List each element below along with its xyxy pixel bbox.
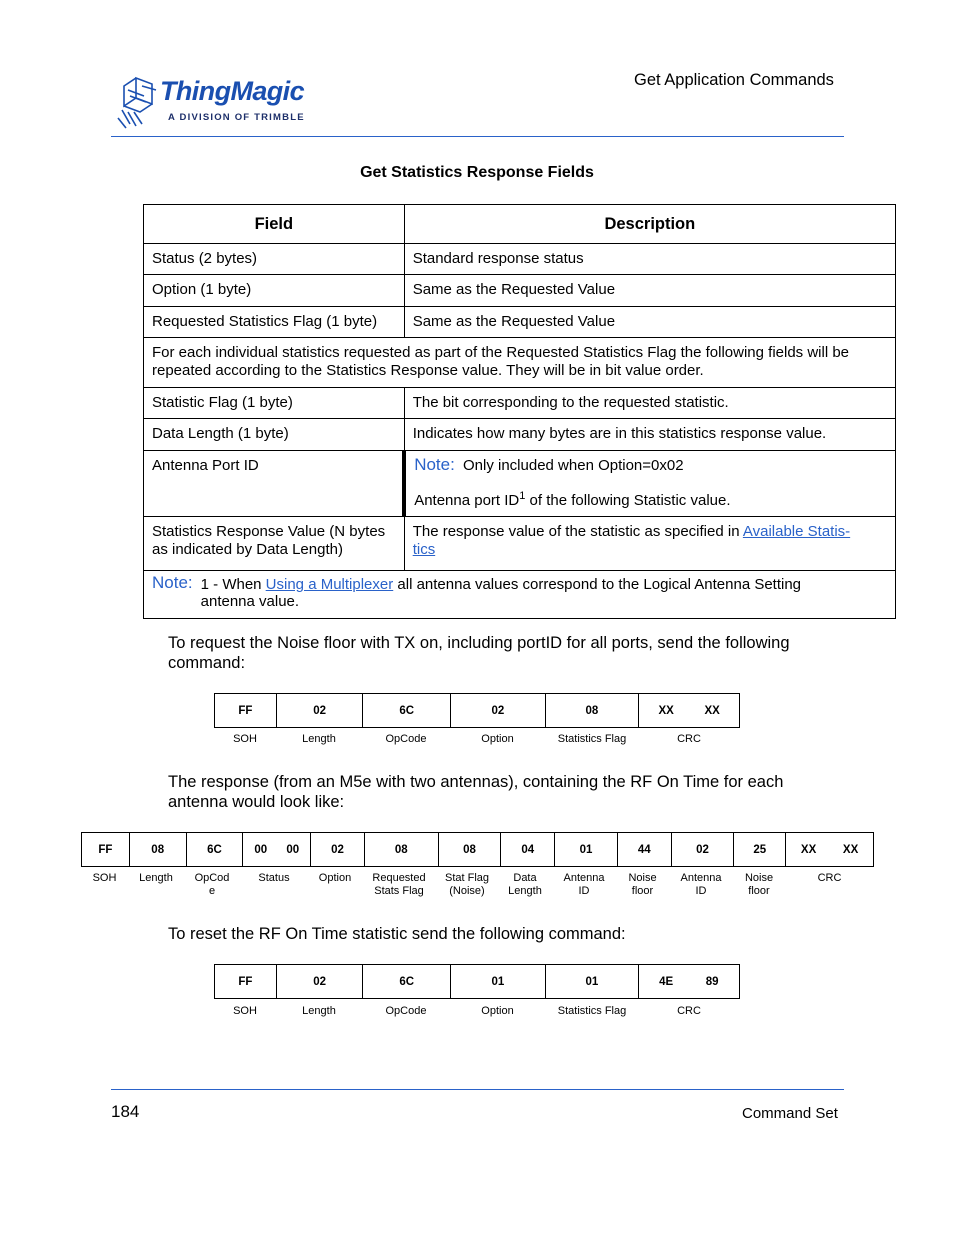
byte-cell: 25 (734, 833, 786, 867)
byte-label: CRC (677, 733, 701, 745)
antenna-description (414, 487, 887, 510)
label-line: ID (695, 885, 707, 897)
crc-byte: XX (704, 704, 720, 717)
footer-rule (111, 1089, 844, 1090)
column-header-description: Description (404, 205, 895, 244)
crc-cell (639, 694, 740, 728)
repeat-note-cell: For each individual statistics requested as part of the Requested Statistics Flag the following fields will be repeated according to the Statistics Response value. They will be in bit value order. (144, 338, 896, 388)
logo-tagline: A DIVISION OF TRIMBLE (168, 112, 305, 123)
table-title: Get Statistics Response Fields (360, 164, 594, 181)
table-row (144, 517, 896, 571)
paragraph-line: To request the Noise floor with TX on, including portID for all ports, send the following (168, 634, 790, 652)
byte-cell: 08 (364, 833, 438, 867)
label-line: floor (748, 885, 770, 897)
byte-label: SOH (92, 872, 117, 884)
field-cell: Data Length (1 byte) (144, 419, 405, 451)
field-cell: Antenna Port ID (144, 451, 405, 517)
status-byte: 00 (286, 843, 300, 856)
byte-label: Length (302, 1005, 336, 1017)
description-cell (404, 517, 895, 571)
table-row (144, 388, 896, 419)
label-line: Stats Flag (374, 885, 424, 897)
byte-cell: 08 (545, 694, 639, 728)
note-text: Only included when Option=0x02 (463, 457, 684, 474)
table-header-row (144, 205, 896, 244)
byte-label (436, 872, 498, 898)
field-cell: Status (2 bytes) (144, 244, 405, 275)
response-paragraph (168, 772, 783, 812)
thingmagic-logo (116, 72, 316, 132)
label-line: Length (508, 885, 542, 897)
byte-label (669, 872, 733, 898)
status-cell (243, 833, 311, 867)
description-cell: Same as the Requested Value (404, 275, 895, 307)
crc-byte: 4E (659, 975, 674, 988)
byte-label: Option (318, 872, 352, 884)
footnote-marker: 1 (519, 490, 526, 502)
byte-cell: 02 (276, 694, 363, 728)
byte-label: Option (481, 733, 514, 745)
byte-label: Length (139, 872, 173, 884)
byte-cell: 01 (545, 965, 639, 999)
byte-label: SOH (233, 733, 257, 745)
byte-cell: FF (82, 833, 130, 867)
column-header-field: Field (144, 205, 405, 244)
label-line: Stat Flag (444, 872, 490, 884)
byte-cell: 08 (129, 833, 186, 867)
byte-cell: FF (215, 694, 277, 728)
available-statistics-link-cont[interactable]: tics (412, 541, 436, 558)
table-row (144, 451, 896, 517)
label-line: (Noise) (449, 885, 485, 897)
byte-label: Status (258, 872, 290, 884)
byte-cell: 44 (617, 833, 671, 867)
crc-cell (639, 965, 740, 999)
table-row (144, 275, 896, 307)
footnote-note-label: Note: (152, 573, 193, 592)
antenna-note (414, 454, 887, 477)
note-label: Note: (414, 455, 455, 474)
byte-cell: 02 (311, 833, 365, 867)
table-row (144, 419, 896, 451)
byte-cell: FF (215, 965, 277, 999)
status-byte: 00 (254, 843, 268, 856)
reset-command-bytes (214, 964, 740, 999)
paragraph-line: The response (from an M5e with two antennas), containing the RF On Time for each (168, 773, 784, 791)
crc-byte: XX (800, 843, 817, 856)
antenna-description-tail: of the following Statistic value. (525, 492, 731, 509)
label-line: Requested (372, 872, 426, 884)
request-command-bytes (214, 693, 740, 728)
footer-section: Command Set (742, 1105, 838, 1122)
header (0, 0, 954, 140)
label-line: Noise (744, 872, 774, 884)
footnote-text: 1 - When (200, 576, 266, 593)
table-row (144, 307, 896, 338)
byte-cell: 6C (363, 965, 451, 999)
response-value-text: The response value of the statistic as specified in (412, 523, 743, 540)
byte-cell: 01 (555, 833, 618, 867)
label-line: ID (578, 885, 590, 897)
description-cell: The bit corresponding to the requested statistic. (404, 388, 895, 419)
description-cell: Standard response status (404, 244, 895, 275)
label-line: Data (513, 872, 537, 884)
crc-byte: 89 (705, 975, 719, 988)
table-row (144, 244, 896, 275)
table-row (144, 338, 896, 388)
byte-label (552, 872, 616, 898)
byte-label (498, 872, 552, 898)
byte-label: Statistics Flag (557, 733, 627, 745)
label-line: Antenna (563, 872, 605, 884)
response-bytes (81, 832, 874, 867)
byte-cell: 01 (451, 965, 546, 999)
page-number: 184 (111, 1102, 140, 1121)
footnote-line2: antenna value. (200, 593, 300, 610)
byte-cell: 08 (438, 833, 501, 867)
available-statistics-link[interactable]: Available Statis- (742, 523, 851, 540)
crc-byte: XX (658, 704, 674, 717)
byte-label (184, 872, 240, 898)
antenna-description-text: Antenna port ID (414, 492, 520, 509)
byte-cell: 02 (276, 965, 363, 999)
field-cell: Option (1 byte) (144, 275, 405, 307)
byte-cell: 02 (451, 694, 546, 728)
crc-cell (786, 833, 874, 867)
byte-label: CRC (677, 1005, 701, 1017)
footnote-text-tail: all antenna values correspond to the Logical Antenna Setting (393, 576, 802, 593)
byte-label: OpCode (385, 733, 427, 745)
section-title: Get Application Commands (634, 71, 834, 89)
description-cell: Same as the Requested Value (404, 307, 895, 338)
byte-label (362, 872, 436, 898)
request-noise-floor-paragraph (168, 633, 790, 673)
byte-label: Length (302, 733, 336, 745)
byte-cell: 02 (671, 833, 734, 867)
byte-cell: 04 (501, 833, 555, 867)
field-cell: Statistic Flag (1 byte) (144, 388, 405, 419)
byte-label (616, 872, 669, 898)
byte-cell: 6C (363, 694, 451, 728)
byte-label: SOH (233, 1005, 257, 1017)
label-line: Noise (628, 872, 657, 884)
label-line: e (208, 885, 216, 897)
response-fields-table (143, 204, 896, 619)
using-a-multiplexer-link[interactable]: Using a Multiplexer (265, 576, 394, 593)
logo-cube-icon (116, 74, 162, 130)
label-line: OpCod (194, 872, 230, 884)
crc-byte: XX (842, 843, 859, 856)
label-line: floor (631, 885, 654, 897)
paragraph-line: antenna would look like: (168, 793, 345, 811)
byte-label (733, 872, 785, 898)
byte-label: CRC (817, 872, 842, 884)
footnote-row (144, 571, 896, 619)
label-line: Antenna (680, 872, 722, 884)
footnote-cell (144, 571, 896, 619)
byte-cell: 6C (186, 833, 243, 867)
description-cell (404, 451, 895, 517)
field-cell: Requested Statistics Flag (1 byte) (144, 307, 405, 338)
header-rule (111, 136, 844, 137)
byte-label: Statistics Flag (557, 1005, 627, 1017)
byte-label: OpCode (385, 1005, 427, 1017)
reset-paragraph: To reset the RF On Time statistic send the following command: (168, 925, 626, 943)
field-cell: Statistics Response Value (N bytes as indicated by Data Length) (144, 517, 405, 571)
paragraph-line: command: (168, 654, 246, 672)
description-cell: Indicates how many bytes are in this statistics response value. (404, 419, 895, 451)
byte-label: Option (481, 1005, 514, 1017)
logo-wordmark: ThingMagic (160, 76, 304, 106)
